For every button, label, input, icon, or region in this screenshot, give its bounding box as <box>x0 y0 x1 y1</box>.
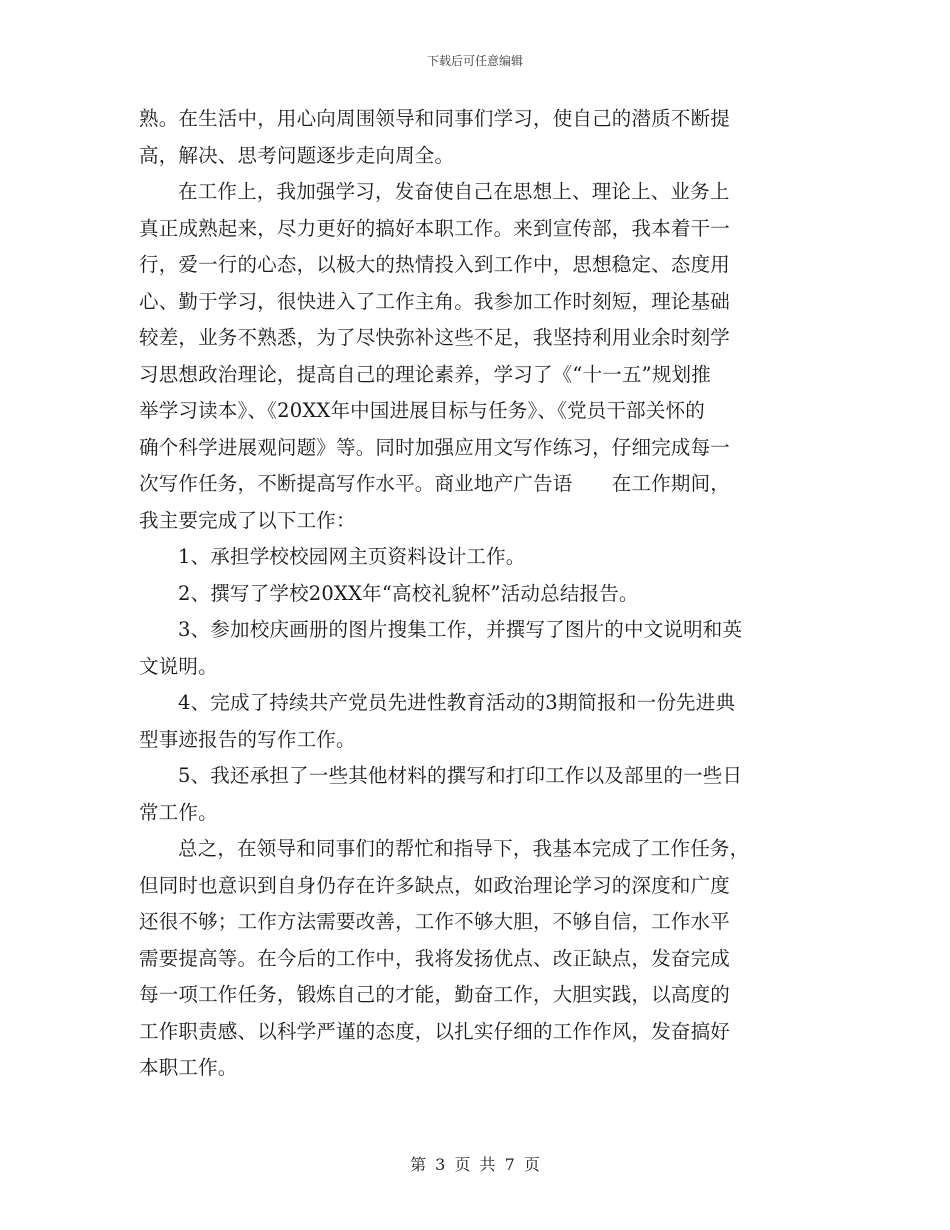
list-item: 3、参加校庆画册的图片搜集工作，并撰写了图片的中文说明和英 <box>178 618 743 641</box>
body-line: 高，解决、思考问题逐步走向周全。 <box>139 143 455 167</box>
document-body <box>139 101 804 1087</box>
body-line: 举学习读本》、《20XX年中国进展目标与任务》、《党员干部关怀的 <box>139 399 705 422</box>
body-line: 确个科学进展观问题》等。同时加强应用文写作练习，仔细完成每一 <box>139 435 731 459</box>
body-line: 但同时也意识到自身仍存在许多缺点，如政治理论学习的深度和广度 <box>139 873 731 897</box>
body-line: 行，爱一行的心态，以极大的热情投入到工作中，思想稳定、态度用 <box>139 253 731 276</box>
body-line: 熟。在生活中，用心向周围领导和同事们学习，使自己的潜质不断提 <box>139 107 731 130</box>
body-line: 需要提高等。在今后的工作中，我将发扬优点、改正缺点，发奋完成 <box>139 946 731 970</box>
list-item: 5、我还承担了一些其他材料的撰写和打印工作以及部里的一些日 <box>178 764 743 787</box>
page-number-footer: 第 3 页 共 7 页 <box>410 1155 540 1174</box>
body-line: 在工作上，我加强学习，发奋使自己在思想上、理论上、业务上 <box>178 180 730 203</box>
body-line: 工作职责感、以科学严谨的态度，以扎实仔细的工作作风，发奋搞好 <box>139 1019 731 1043</box>
list-item: 2、撰写了学校20XX年“高校礼貌杯”活动总结报告。 <box>178 581 639 605</box>
body-line: 习思想政治理论，提高自己的理论素养，学习了《“十一五”规划推 <box>139 362 711 386</box>
body-line: 型事迹报告的写作工作。 <box>139 727 356 751</box>
body-line: 真正成熟起来，尽力更好的搞好本职工作。来到宣传部，我本着干一 <box>139 216 731 240</box>
list-item: 1、承担学校校园网主页资料设计工作。 <box>178 545 526 568</box>
list-item: 4、完成了持续共产党员先进性教育活动的3期简报和一份先进典 <box>178 691 736 714</box>
body-line: 我主要完成了以下工作： <box>139 508 356 532</box>
body-line: 较差，业务不熟悉，为了尽快弥补这些不足，我坚持利用业余时刻学 <box>139 326 731 349</box>
page-header-note: 下载后可任意编辑 <box>426 54 523 68</box>
body-line: 每一项工作任务，锻炼自己的才能，勤奋工作，大胆实践，以高度的 <box>139 983 731 1006</box>
body-line: 还很不够；工作方法需要改善，工作不够大胆，不够自信，工作水平 <box>139 910 731 933</box>
body-line: 总之，在领导和同事们的帮忙和指导下，我基本完成了工作任务， <box>178 837 750 860</box>
body-line: 常工作。 <box>139 800 218 824</box>
body-line: 文说明。 <box>139 654 218 678</box>
body-line: 本职工作。 <box>139 1056 238 1079</box>
body-line: 心、勤于学习，很快进入了工作主角。我参加工作时刻短，理论基础 <box>139 289 731 313</box>
body-line: 次写作任务，不断提高写作水平。商业地产广告语 在工作期间， <box>139 472 731 495</box>
